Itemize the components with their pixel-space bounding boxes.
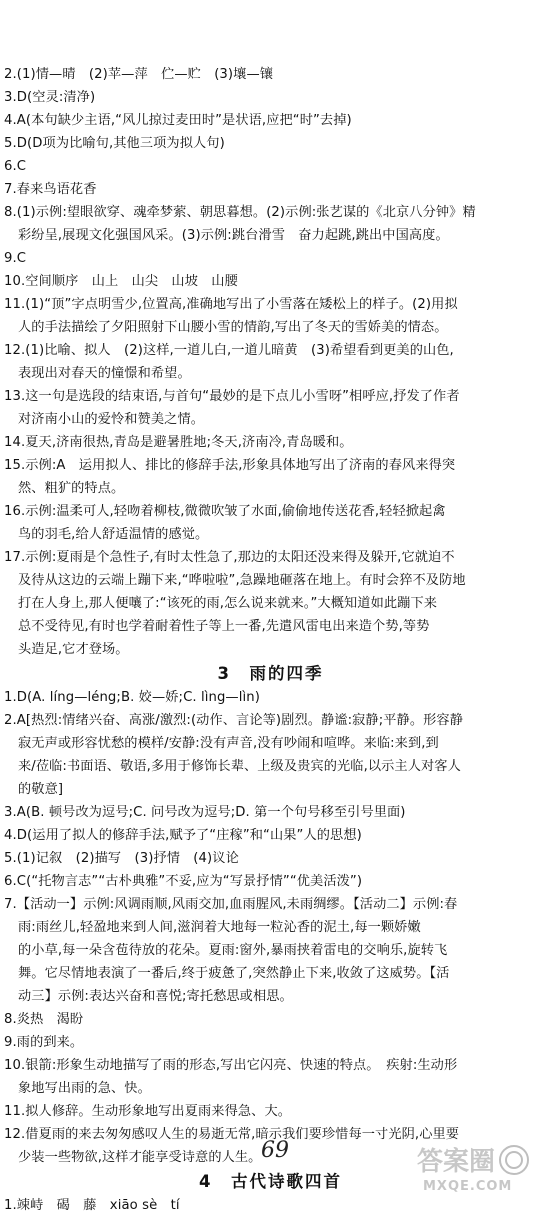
section-heading: 3 雨的四季 <box>217 664 324 683</box>
answer-line: 少装一些物欲,这样才能享受诗意的人生。 <box>18 1150 262 1165</box>
answer-line: 4.A(本句缺少主语,“风儿掠过麦田时”是状语,应把“时”去掉) <box>4 113 352 128</box>
answer-line: 对济南小山的爱怜和赞美之情。 <box>18 412 205 427</box>
answer-line: 6.C(“托物言志”“古朴典雅”不妥,应为“写景抒情”“优美活泼”) <box>4 874 363 889</box>
answer-line: 8.(1)示例:望眼欲穿、魂牵梦萦、朝思暮想。(2)示例:张艺谋的《北京八分钟》精 <box>4 205 476 220</box>
answer-line: 总不受待见,有时也学着耐着性子等上一番,先遣风雷电出来造个势,等势 <box>18 619 430 634</box>
answer-line: 5.(1)记叙 (2)描写 (3)抒情 (4)议论 <box>4 851 239 866</box>
answer-line: 6.C <box>4 159 27 174</box>
watermark-subtext: MXQE.COM <box>423 1179 513 1194</box>
answer-line: 5.D(D项为比喻句,其他三项为拟人句) <box>4 136 225 151</box>
answer-line: 的敬意] <box>18 782 64 797</box>
answer-line: 4.D(运用了拟人的修辞手法,赋予了“庄稼”和“山果”人的思想) <box>4 828 362 843</box>
answer-line: 16.示例:温柔可人,轻吻着柳枝,微微吹皱了水面,偷偷地传送花香,轻轻掀起禽 <box>4 504 446 519</box>
answer-line: 10.银箭:形象生动地描写了雨的形态,写出它闪亮、快速的特点。 疾射:生动形 <box>4 1058 458 1073</box>
answer-line: 8.炎热 渴盼 <box>4 1012 84 1027</box>
answer-line: 舞。它尽情地表演了一番后,终于疲惫了,突然静止下来,收敛了这威势。【活 <box>18 966 450 981</box>
answer-line: 13.这一句是选段的结束语,与首句“最妙的是下点儿小雪呀”相呼应,抒发了作者 <box>4 389 460 404</box>
answer-line: 14.夏天,济南很热,青岛是避暑胜地;冬天,济南冷,青岛暖和。 <box>4 435 353 450</box>
answer-line: 寂无声或形容忧愁的模样/安静:没有声音,没有吵闹和喧哗。来临:来到,到 <box>18 736 439 751</box>
answer-line: 来/莅临:书面语、敬语,多用于修饰长辈、上级及贵宾的光临,以示主人对客人 <box>18 759 461 774</box>
watermark-text: 答案圈 <box>417 1147 496 1177</box>
answer-content <box>4 63 537 1217</box>
answer-line: 象地写出雨的急、快。 <box>18 1081 151 1096</box>
answer-line: 3.D(空灵:清净) <box>4 90 96 105</box>
watermark-logo <box>413 1138 533 1194</box>
answer-line: 3.A(B. 顿号改为逗号;C. 问号改为逗号;D. 第一个句号移至引号里面) <box>4 805 406 820</box>
answer-line: 的小草,每一朵含苞待放的花朵。夏雨:窗外,暴雨挟着雷电的交响乐,旋转飞 <box>18 943 448 958</box>
answer-line: 2.A[热烈:情绪兴奋、高涨/激烈:(动作、言论等)剧烈。静谧:寂静;平静。形容静 <box>4 713 463 728</box>
answer-line: 打在人身上,那人便嚷了:“该死的雨,怎么说来就来。”大概知道如此蹦下来 <box>18 596 438 611</box>
answer-line: 9.雨的到来。 <box>4 1035 84 1050</box>
page-number: 69 <box>261 1138 289 1163</box>
answer-line: 12.借夏雨的来去匆匆感叹人生的易逝无常,暗示我们要珍惜每一寸光阴,心里要 <box>4 1127 460 1142</box>
section-heading: 4 古代诗歌四首 <box>199 1172 342 1191</box>
answer-line: 11.拟人修辞。生动形象地写出夏雨来得急、大。 <box>4 1104 292 1119</box>
answer-line: 17.示例:夏雨是个急性子,有时太性急了,那边的太阳还没来得及躲开,它就迫不 <box>4 550 455 565</box>
answer-line: 1.D(A. líng—léng;B. 姣—娇;C. lìng—lìn) <box>4 690 260 705</box>
answer-line: 表现出对春天的憧憬和希望。 <box>18 366 191 381</box>
answer-line: 鸟的羽毛,给人舒适温情的感觉。 <box>18 527 209 542</box>
answer-line: 15.示例:A 运用拟人、排比的修辞手法,形象具体地写出了济南的春风来得突 <box>4 458 456 473</box>
answer-line: 人的手法描绘了夕阳照射下山腰小雪的情韵,写出了冬天的雪娇美的情态。 <box>18 320 448 335</box>
answer-line: 12.(1)比喻、拟人 (2)这样,一道儿白,一道儿暗黄 (3)希望看到更美的山色, <box>4 343 454 358</box>
answer-line: 11.(1)“顶”字点明雪少,位置高,准确地写出了小雪落在矮松上的样子。(2)用拟 <box>4 297 458 312</box>
answer-line: 9.C <box>4 251 27 266</box>
answer-line: 雨:雨丝儿,轻盈地来到人间,滋润着大地每一粒沁香的泥土,每一颗娇嫩 <box>18 920 421 935</box>
answer-line: 1.竦峙 碣 藤 xiāo sè tí <box>4 1198 180 1213</box>
answer-line: 7.【活动一】示例:风调雨顺,风雨交加,血雨腥风,未雨绸缪。【活动二】示例:春 <box>4 897 458 912</box>
answer-line: 10.空间顺序 山上 山尖 山坡 山腰 <box>4 274 238 289</box>
answer-line: 7.春来鸟语花香 <box>4 182 97 197</box>
answer-line: 动三】示例:表达兴奋和喜悦;寄托愁思或相思。 <box>18 989 293 1004</box>
answer-line: 然、粗犷的特点。 <box>18 481 125 496</box>
answer-line: 彩纷呈,展现文化强国风采。(3)示例:跳台滑雪 奋力起跳,跳出中国高度。 <box>18 228 449 243</box>
answer-line: 2.(1)情—晴 (2)苹—萍 伫—贮 (3)壤—镶 <box>4 67 274 82</box>
answer-line: 头造足,它才登场。 <box>18 642 129 657</box>
answer-line: 及待从这边的云端上蹦下来,“哗啦啦”,急躁地砸落在地上。有时会猝不及防地 <box>18 573 466 588</box>
